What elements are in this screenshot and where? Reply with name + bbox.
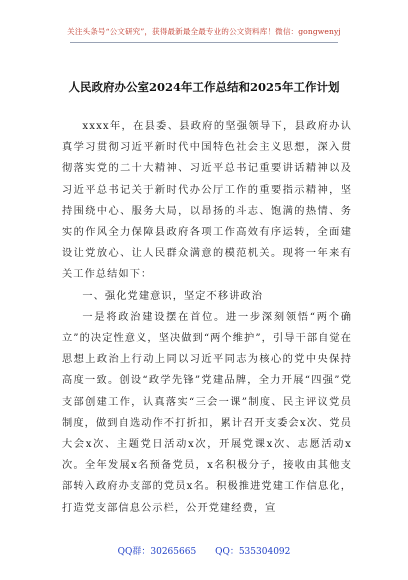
section-heading: 一、强化党建意识，坚定不移讲政治	[82, 290, 263, 302]
intro-paragraph: xxxx年，在县委、县政府的坚强领导下，县政府办认真学习贯彻习近平新时代中国特色社会主义思想，深入贯彻落实党的二十大精神、习近平总书记重要讲话精神以及习近平总书记关于新时代办公厅工作的重要指示精神，坚持围绕中心、服务大局，以昂扬的斗志、饱满的热情、务实的作风全力保障县政府各项工作高效有序运转，全面建设让党放心、让人民群众满意的模范机关。现将一年来有关工作总结如下：	[62, 121, 352, 281]
qq-contact-text: QQ：535304092	[215, 547, 291, 557]
document-body	[62, 116, 352, 519]
promo-banner: 关注头条号“公文研究”，获得最新最全最专业的公文资料库！微信：gongwenyj	[67, 27, 341, 36]
contact-footer	[0, 544, 408, 557]
document-title: 人民政府办公室2024年工作总结和2025年工作计划	[68, 80, 340, 94]
header-divider	[70, 42, 338, 43]
qq-group-text: QQ群：30265665	[117, 547, 197, 557]
body-paragraph: 一是将政治建设摆在首位。进一步深刻领悟“两个确立”的决定性意义，坚决做到“两个维护”，引导干部自觉在思想上政治上行动上同以习近平同志为核心的党中央保持高度一致。创设“政学先锋”党建品牌，全力开展“四强”党支部创建工作，认真落实“三会一课”制度、民主评议党员制度，做到自选动作不打折扣，累计召开支委会x次、党员大会x次、主题党日活动x次，开展党课x次、志愿活动x次。全年发展x名预备党员，x名积极分子，接收由其他支部转入政府办支部的党员x名。积极推进党建工作信息化，打造党支部信息公示栏，公开党建经费，宣	[62, 311, 352, 514]
